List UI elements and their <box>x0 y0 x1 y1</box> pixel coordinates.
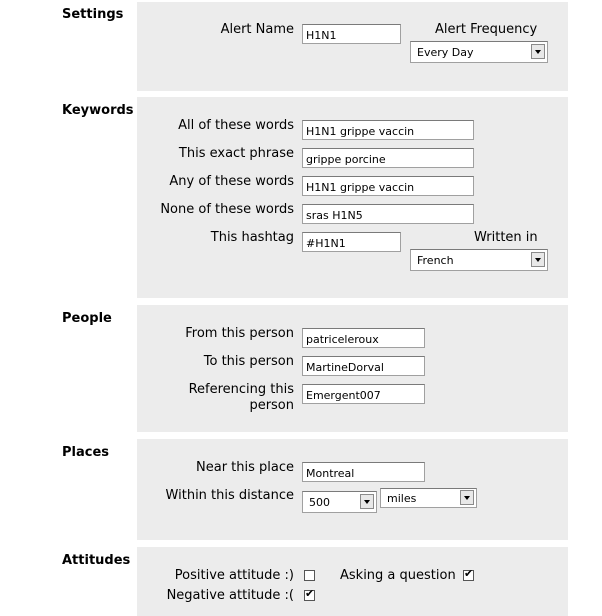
chevron-down-icon[interactable] <box>531 44 545 59</box>
distance-unit-select[interactable] <box>380 488 477 508</box>
language-value: French <box>417 254 454 267</box>
from-person-input[interactable]: patriceleroux <box>302 328 425 348</box>
all-words-label: All of these words <box>178 118 294 133</box>
any-words-input[interactable]: H1N1 grippe vaccin <box>302 176 474 196</box>
asking-question-label: Asking a question <box>340 568 456 583</box>
hashtag-label: This hashtag <box>210 230 294 245</box>
distance-unit-value: miles <box>387 492 417 505</box>
written-in-label: Written in <box>474 230 538 245</box>
none-words-input[interactable]: sras H1N5 <box>302 204 474 224</box>
near-place-label: Near this place <box>196 460 294 475</box>
positive-attitude-label: Positive attitude :) <box>174 568 294 583</box>
places-section-title: Places <box>62 445 110 460</box>
from-person-label: From this person <box>185 326 294 341</box>
asking-question-checkbox[interactable] <box>463 570 474 581</box>
chevron-down-icon[interactable] <box>360 494 374 509</box>
exact-phrase-label: This exact phrase <box>178 146 294 161</box>
settings-section-title: Settings <box>62 7 124 22</box>
to-person-input[interactable]: MartineDorval <box>302 356 425 376</box>
chevron-down-icon[interactable] <box>531 252 545 267</box>
alert-name-input[interactable]: H1N1 <box>302 24 401 44</box>
distance-label: Within this distance <box>165 488 294 503</box>
positive-attitude-checkbox[interactable] <box>304 570 315 581</box>
distance-value: 500 <box>309 496 330 509</box>
exact-phrase-input[interactable]: grippe porcine <box>302 148 474 168</box>
none-words-label: None of these words <box>160 202 294 217</box>
people-section-title: People <box>62 311 112 326</box>
referencing-person-label: Referencing this person <box>188 382 294 413</box>
referencing-person-input[interactable]: Emergent007 <box>302 384 425 404</box>
to-person-label: To this person <box>203 354 294 369</box>
distance-select[interactable] <box>302 491 377 513</box>
chevron-down-icon[interactable] <box>460 490 474 505</box>
alert-name-label: Alert Name <box>220 22 294 37</box>
language-select[interactable] <box>410 249 548 271</box>
negative-attitude-checkbox[interactable] <box>304 590 315 601</box>
near-place-input[interactable]: Montreal <box>302 462 425 482</box>
keywords-section-title: Keywords <box>62 103 134 118</box>
negative-attitude-label: Negative attitude :( <box>166 588 294 603</box>
alert-frequency-select[interactable] <box>410 41 548 63</box>
alert-frequency-label: Alert Frequency <box>435 22 538 37</box>
alert-frequency-value: Every Day <box>417 46 474 59</box>
attitudes-section-title: Attitudes <box>62 553 131 568</box>
hashtag-input[interactable]: #H1N1 <box>302 232 401 252</box>
any-words-label: Any of these words <box>169 174 294 189</box>
all-words-input[interactable]: H1N1 grippe vaccin <box>302 120 474 140</box>
